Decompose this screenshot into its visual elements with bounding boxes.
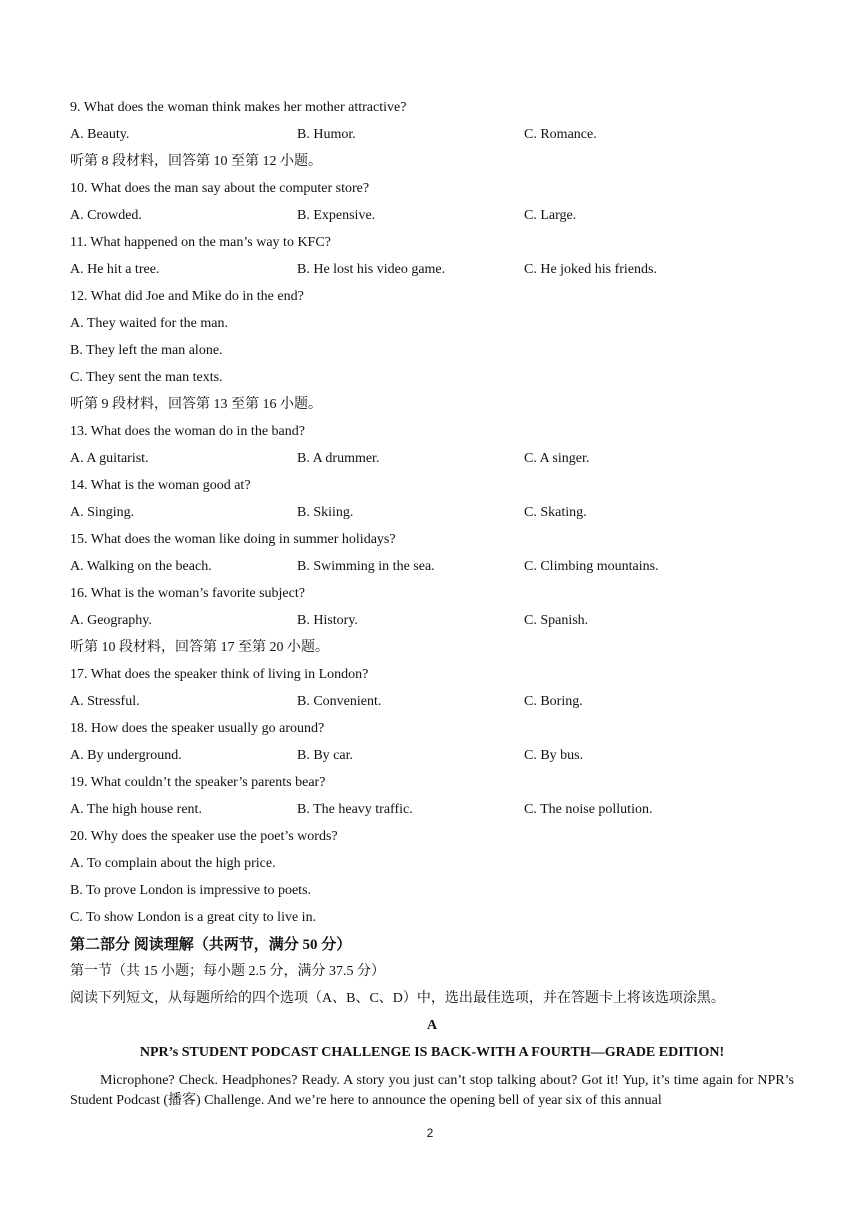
instruction-section-8: 听第 8 段材料，回答第 10 至第 12 小题。 [70,154,322,169]
question-19-options [70,800,794,820]
passage-letter: A [426,1018,438,1033]
option-a: A. He hit a tree. [70,262,160,277]
question-18-stem: 18. How does the speaker usually go around? [70,721,325,736]
question-12-option-b: B. They left the man alone. [70,343,223,358]
question-9-options [70,125,794,145]
question-13-stem: 13. What does the woman do in the band? [70,424,305,439]
question-14-stem: 14. What is the woman good at? [70,478,251,493]
option-a: A. A guitarist. [70,451,149,466]
question-16-options [70,611,794,631]
option-b: B. Humor. [297,127,356,142]
option-b: B. By car. [297,748,353,763]
question-15-stem: 15. What does the woman like doing in summer holidays? [70,532,396,547]
question-15-options [70,557,794,577]
instruction-section-10: 听第 10 段材料，回答第 17 至第 20 小题。 [70,640,329,655]
question-17-options [70,692,794,712]
question-17-stem: 17. What does the speaker think of living in London? [70,667,369,682]
option-c: C. Romance. [524,127,597,142]
option-a: A. The high house rent. [70,802,202,817]
question-20-option-b: B. To prove London is impressive to poets. [70,883,312,898]
option-a: A. Crowded. [70,208,142,223]
question-12-option-c: C. They sent the man texts. [70,370,223,385]
question-20-option-c: C. To show London is a great city to live in. [70,910,317,925]
option-a: A. Singing. [70,505,135,520]
option-b: B. A drummer. [297,451,380,466]
option-b: B. Expensive. [297,208,376,223]
option-a: A. Geography. [70,613,152,628]
option-b: B. He lost his video game. [297,262,446,277]
option-a: A. Stressful. [70,694,140,709]
option-c: C. He joked his friends. [524,262,657,277]
option-c: C. Boring. [524,694,583,709]
question-9-stem: 9. What does the woman think makes her mother attractive? [70,100,407,115]
page-number: 2 [426,1126,434,1140]
question-14-options [70,503,794,523]
option-c: C. Large. [524,208,577,223]
instruction-section-9: 听第 9 段材料，回答第 13 至第 16 小题。 [70,397,322,412]
option-c: C. Skating. [524,505,587,520]
question-11-options [70,260,794,280]
question-10-options [70,206,794,226]
option-b: B. Convenient. [297,694,382,709]
option-b: B. Swimming in the sea. [297,559,435,574]
passage-title: NPR’s STUDENT PODCAST CHALLENGE IS BACK-WITH A FOURTH—GRADE EDITION! [139,1045,725,1060]
question-20-stem: 20. Why does the speaker use the poet’s words? [70,829,338,844]
option-c: C. A singer. [524,451,590,466]
passage-paragraph: Microphone? Check. Headphones? Ready. A story you just can’t stop talking about? Got it! Yup, it’s time again for NPR’s Student Podcast (播客) Challenge. And we’re here to announce the opening bell of year six of this annual [70,1073,794,1108]
question-12-option-a: A. They waited for the man. [70,316,228,331]
option-b: B. History. [297,613,358,628]
part-two-title: 第二部分 阅读理解（共两节，满分 50 分） [70,937,352,953]
question-16-stem: 16. What is the woman’s favorite subject? [70,586,305,601]
option-c: C. By bus. [524,748,584,763]
option-a: A. Walking on the beach. [70,559,212,574]
option-a: A. By underground. [70,748,182,763]
section-one-title: 第一节（共 15 小题；每小题 2.5 分，满分 37.5 分） [70,964,385,979]
option-c: C. Climbing mountains. [524,559,659,574]
option-c: C. The noise pollution. [524,802,653,817]
question-19-stem: 19. What couldn’t the speaker’s parents bear? [70,775,326,790]
question-12-stem: 12. What did Joe and Mike do in the end? [70,289,304,304]
question-10-stem: 10. What does the man say about the computer store? [70,181,370,196]
option-b: B. Skiing. [297,505,354,520]
question-11-stem: 11. What happened on the man’s way to KFC? [70,235,331,250]
option-a: A. Beauty. [70,127,130,142]
option-c: C. Spanish. [524,613,589,628]
question-13-options [70,449,794,469]
reading-instruction: 阅读下列短文，从每题所给的四个选项（A、B、C、D）中，选出最佳选项，并在答题卡上将该选项涂黑。 [70,991,725,1006]
question-18-options [70,746,794,766]
option-b: B. The heavy traffic. [297,802,413,817]
question-20-option-a: A. To complain about the high price. [70,856,276,871]
